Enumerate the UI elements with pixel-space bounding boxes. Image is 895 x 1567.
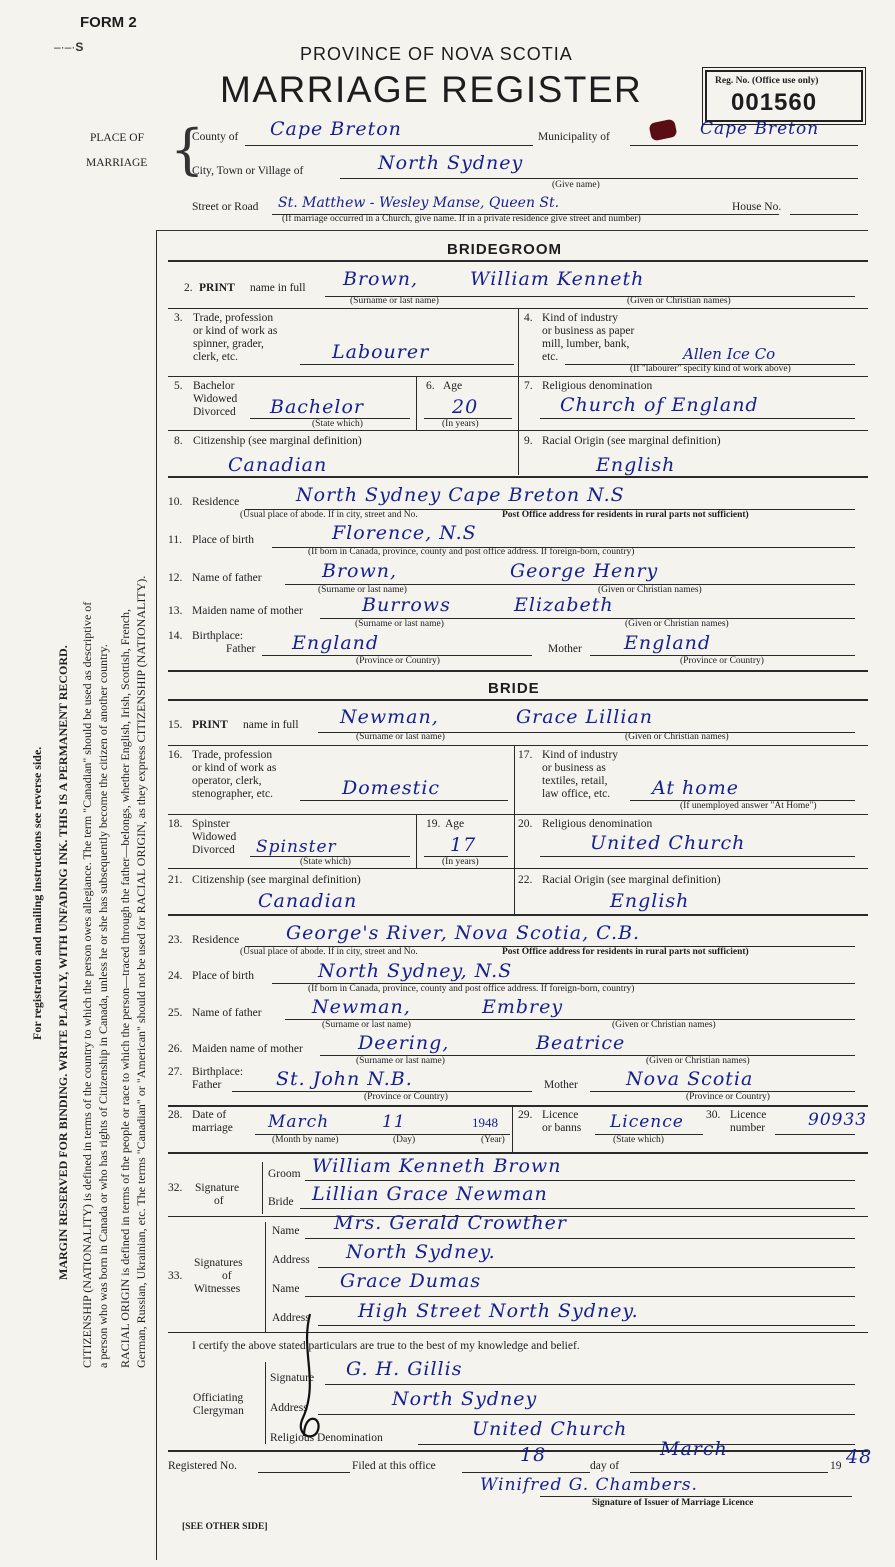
groom-birthplace-note: (If born in Canada, province, county and post office address. If foreign-born, country) <box>308 547 635 557</box>
groom-n4: 4. <box>524 312 533 324</box>
groom-n11: 11. <box>168 534 182 546</box>
licence-l2: or banns <box>542 1122 582 1134</box>
bride-birthplace-label: Place of birth <box>192 970 254 982</box>
groom-n14: 14. <box>168 630 183 642</box>
groom-sig-label: Groom <box>268 1168 301 1180</box>
bride-trade: Domestic <box>342 777 441 799</box>
w2-address-label: Address <box>272 1312 310 1324</box>
reg-no-box <box>705 70 863 122</box>
groom-trade-l3: spinner, grader, <box>193 338 264 350</box>
groom-residence-note-b: Post Office address for residents in rural parts not sufficient) <box>502 510 749 520</box>
licence-type: Licence <box>610 1112 684 1132</box>
bride-residence-note: (Usual place of abode. If in city, street and No. <box>240 947 418 957</box>
bride-n27: 27. <box>168 1066 183 1078</box>
bride-residence-note-b: Post Office address for residents in rural parts not sufficient) <box>502 947 749 957</box>
groom-mother-birthplace: England <box>624 632 712 654</box>
groom-n7: 7. <box>524 380 533 392</box>
groom-signature: William Kenneth Brown <box>312 1155 562 1177</box>
groom-print-label: PRINT <box>199 282 235 294</box>
bride-sig-label: Bride <box>268 1196 294 1208</box>
groom-surname-note: (Surname or last name) <box>350 296 439 306</box>
groom-age: 20 <box>452 396 479 418</box>
place-of-label: PLACE OF <box>90 132 144 144</box>
sig-n32: 32. <box>168 1182 183 1194</box>
bride-religion: United Church <box>590 832 746 854</box>
marriage-n28: 28. <box>168 1109 183 1121</box>
bride-given-note: (Given or Christian names) <box>625 732 729 742</box>
groom-racial-label: Racial Origin (see marginal definition) <box>542 435 721 447</box>
groom-residence: North Sydney Cape Breton N.S <box>296 484 625 506</box>
bride-n15: 15. <box>168 719 183 731</box>
groom-bp-mother-label: Mother <box>548 643 582 655</box>
clergy-denomination-label: Religious Denomination <box>270 1432 383 1444</box>
filed-month: March <box>660 1438 728 1460</box>
bride-residence-label: Residence <box>192 934 240 946</box>
groom-father-given: George Henry <box>510 560 659 582</box>
groom-n8: 8. <box>174 435 183 447</box>
licence-number-l2: number <box>730 1122 766 1134</box>
municipality-label: Municipality of <box>538 131 610 143</box>
groom-st-l1: Bachelor <box>193 380 235 392</box>
street-note: (If marriage occurred in a Church, give name. If in a private residence give street and number) <box>282 214 641 224</box>
groom-industry-note: (If "labourer" specify kind of work above) <box>630 364 791 374</box>
bride-n20: 20. <box>518 818 533 830</box>
bride-ind-l3: textiles, retail, <box>542 775 608 787</box>
bride-father-given: Embrey <box>482 996 564 1018</box>
house-no-label: House No. <box>732 201 782 213</box>
bride-heading: BRIDE <box>488 680 540 697</box>
bride-surname-note: (Surname or last name) <box>356 732 445 742</box>
certification-text: I certify the above stated particulars are true to the best of my knowledge and belief. <box>192 1340 580 1352</box>
margin-instructions: For registration and mailing instructions see reverse side. <box>30 746 44 1040</box>
bride-trade-l2: or kind of work as <box>192 762 277 774</box>
day-of-label: day of <box>590 1460 620 1472</box>
see-other-side: [SEE OTHER SIDE] <box>182 1522 268 1532</box>
bride-ind-l4: law office, etc. <box>542 788 611 800</box>
county-label: County of <box>192 131 239 143</box>
groom-father-label: Name of father <box>192 572 262 584</box>
marriage-date-l2: marriage <box>192 1122 233 1134</box>
groom-bp-father-note: (Province or Country) <box>356 656 440 666</box>
bride-birthplace: North Sydney, N.S <box>318 960 513 982</box>
groom-n2: 2. <box>184 282 193 294</box>
bride-surname: Newman, <box>340 706 439 728</box>
bride-bp-father-label: Father <box>192 1079 222 1091</box>
bride-mother-given: Beatrice <box>536 1032 626 1054</box>
bride-signature: Lillian Grace Newman <box>312 1183 548 1205</box>
groom-birthplace-parents-label: Birthplace: <box>192 630 244 642</box>
bride-industry: At home <box>652 777 739 799</box>
bride-n22: 22. <box>518 874 533 886</box>
brace-icon: { <box>170 118 205 181</box>
witness1-address: North Sydney. <box>346 1241 496 1263</box>
groom-bp-father-label: Father <box>226 643 256 655</box>
groom-religion-label: Religious denomination <box>542 380 653 392</box>
bride-father-birthplace: St. John N.B. <box>276 1068 413 1090</box>
citizenship-definition-2: a person who was born in Canada or who has rights of Citizenship in Canada, unless he or she has subsequently become the citizen of another country. <box>96 644 110 1368</box>
bride-mother-surname-note: (Surname or last name) <box>356 1056 445 1066</box>
bride-citizenship-label: Citizenship (see marginal definition) <box>192 874 361 886</box>
year-prefix: 19 <box>830 1460 842 1472</box>
citizenship-definition-1: CITIZENSHIP (NATIONALITY) is defined in terms of the country to which the person owes allegiance. The term "Canadian" should be used as descriptive of <box>80 601 94 1368</box>
bride-racial-origin: English <box>610 890 690 912</box>
marriage-day-note: (Day) <box>393 1135 416 1145</box>
marriage-day: 11 <box>382 1112 406 1132</box>
groom-given-names: William Kenneth <box>470 268 645 290</box>
form-number: FORM 2 <box>80 14 137 31</box>
clergy-address: North Sydney <box>392 1388 538 1410</box>
groom-religion: Church of England <box>560 394 759 416</box>
groom-birthplace: Florence, N.S <box>332 522 477 544</box>
bride-n17: 17. <box>518 749 533 761</box>
registered-no-label: Registered No. <box>168 1460 237 1472</box>
groom-trade-l4: clerk, etc. <box>193 351 239 363</box>
groom-residence-note: (Usual place of abode. If in city, street and No. <box>240 510 418 520</box>
bride-mother-label: Maiden name of mother <box>192 1043 303 1055</box>
licence-type-note: (State which) <box>613 1135 664 1145</box>
wit-label-l2: of <box>222 1270 232 1282</box>
bride-print-label: PRINT <box>192 719 228 731</box>
groom-industry: Allen Ice Co <box>683 345 776 363</box>
groom-mother-given: Elizabeth <box>514 594 614 616</box>
bride-father-label: Name of father <box>192 1007 262 1019</box>
redaction-mark <box>648 118 677 141</box>
bride-name-label: name in full <box>243 719 299 731</box>
racial-definition-1: RACIAL ORIGIN is defined in terms of the people or race to which the person—traced through the father—belongs, whether English, Irish, Scottish, French, <box>118 608 132 1368</box>
groom-st-l2: Widowed <box>193 393 238 405</box>
groom-citizenship-label: Citizenship (see marginal definition) <box>193 435 362 447</box>
racial-definition-2: German, Russian, Ukrainian, etc. The terms "Canadian" or "American" should not be used for RACIAL ORIGIN, as they express CITIZENSHIP (NATIONALITY). <box>134 575 148 1368</box>
groom-ind-l3: mill, lumber, bank, <box>542 338 630 350</box>
bride-trade-l3: operator, clerk, <box>192 775 262 787</box>
bride-father-given-note: (Given or Christian names) <box>612 1020 716 1030</box>
groom-ind-l4: etc. <box>542 351 559 363</box>
clergy-sig-label: Signature <box>270 1372 315 1384</box>
marriage-month-note: (Month by name) <box>272 1135 339 1145</box>
bride-marital-status: Spinster <box>256 837 337 857</box>
groom-birthplace-label: Place of birth <box>192 534 254 546</box>
marriage-month: March <box>268 1112 330 1132</box>
groom-n6: 6. <box>426 380 435 392</box>
bride-racial-label: Racial Origin (see marginal definition) <box>542 874 721 886</box>
bride-religion-label: Religious denomination <box>542 818 653 830</box>
groom-mother-surname: Burrows <box>362 594 451 616</box>
give-name-note: (Give name) <box>552 180 600 190</box>
county-value: Cape Breton <box>270 118 402 140</box>
wit-label-l1: Signatures <box>194 1257 243 1269</box>
groom-surname: Brown, <box>343 268 419 290</box>
groom-status-note: (State which) <box>312 419 363 429</box>
groom-marital-status: Bachelor <box>270 396 365 418</box>
groom-n5: 5. <box>174 380 183 392</box>
groom-mother-surname-note: (Surname or last name) <box>355 619 444 629</box>
filed-year: 48 <box>846 1446 873 1468</box>
bride-ind-l1: Kind of industry <box>542 749 619 761</box>
issuer-signature: Winifred G. Chambers. <box>480 1475 698 1495</box>
groom-age-label: Age <box>443 380 463 392</box>
city-value: North Sydney <box>378 152 524 174</box>
groom-n13: 13. <box>168 605 183 617</box>
groom-trade: Labourer <box>332 341 430 363</box>
city-label: City, Town or Village of <box>192 165 304 177</box>
bride-bp-mother-label: Mother <box>544 1079 578 1091</box>
groom-mother-label: Maiden name of mother <box>192 605 303 617</box>
form-number-mark: –·–·S <box>54 40 84 54</box>
street-value: St. Matthew - Wesley Manse, Queen St. <box>278 195 560 211</box>
bride-n24: 24. <box>168 970 183 982</box>
groom-ind-l2: or business as paper <box>542 325 635 337</box>
groom-ind-l1: Kind of industry <box>542 312 619 324</box>
municipality-value: Cape Breton <box>700 119 820 139</box>
bride-n16: 16. <box>168 749 183 761</box>
groom-mother-given-note: (Given or Christian names) <box>625 619 729 629</box>
wit-n33: 33. <box>168 1270 183 1282</box>
reg-no-label: Reg. No. (Office use only) <box>715 76 819 86</box>
bride-n25: 25. <box>168 1007 183 1019</box>
pen-stroke-mark <box>290 1312 330 1452</box>
bride-mother-surname: Deering, <box>358 1032 450 1054</box>
w1-address-label: Address <box>272 1254 310 1266</box>
officiating-l2: Clergyman <box>193 1405 244 1417</box>
bridegroom-heading: BRIDEGROOM <box>447 241 562 258</box>
filed-day: 18 <box>520 1444 547 1466</box>
bride-citizenship: Canadian <box>258 890 358 912</box>
bride-n19: 19. <box>426 818 441 830</box>
groom-name-label: name in full <box>250 282 306 294</box>
form-title: MARRIAGE REGISTER <box>220 69 643 110</box>
bride-n18: 18. <box>168 818 183 830</box>
w2-name-label: Name <box>272 1283 300 1295</box>
groom-given-note: (Given or Christian names) <box>627 296 731 306</box>
bride-mother-given-note: (Given or Christian names) <box>646 1056 750 1066</box>
clergy-address-label: Address <box>270 1402 308 1414</box>
licence-number-l1: Licence <box>730 1109 767 1121</box>
bride-n21: 21. <box>168 874 183 886</box>
w1-name-label: Name <box>272 1225 300 1237</box>
bride-st-l1: Spinster <box>192 818 230 830</box>
groom-n10: 10. <box>168 496 183 508</box>
bride-bp-father-note: (Province or Country) <box>364 1092 448 1102</box>
issuer-signature-label: Signature of Issuer of Marriage Licence <box>592 1498 754 1508</box>
witness2-address: High Street North Sydney. <box>358 1300 639 1322</box>
groom-residence-label: Residence <box>192 496 240 508</box>
bride-birthplace-note: (If born in Canada, province, county and post office address. If foreign-born, country) <box>308 984 635 994</box>
groom-racial-origin: English <box>596 454 676 476</box>
marriage-label: MARRIAGE <box>86 157 148 169</box>
province-heading: PROVINCE OF NOVA SCOTIA <box>300 44 573 64</box>
bride-status-note: (State which) <box>300 857 351 867</box>
groom-trade-l2: or kind of work as <box>193 325 278 337</box>
sig-label-l2: of <box>214 1195 224 1207</box>
groom-n3: 3. <box>174 312 183 324</box>
bride-st-l3: Divorced <box>192 844 235 856</box>
bride-father-surname-note: (Surname or last name) <box>322 1020 411 1030</box>
bride-age-label: Age <box>445 818 465 830</box>
bride-bp-mother-note: (Province or Country) <box>686 1092 770 1102</box>
groom-father-given-note: (Given or Christian names) <box>598 585 702 595</box>
bride-given-names: Grace Lillian <box>516 706 654 728</box>
bride-trade-l1: Trade, profession <box>192 749 273 761</box>
marriage-date-l1: Date of <box>192 1109 227 1121</box>
street-label: Street or Road <box>192 201 259 213</box>
bride-birthplace-parents-label: Birthplace: <box>192 1066 244 1078</box>
sig-label-l1: Signature <box>195 1182 240 1194</box>
groom-father-surname-note: (Surname or last name) <box>318 585 407 595</box>
bride-residence: George's River, Nova Scotia, C.B. <box>286 922 641 944</box>
licence-n29: 29. <box>518 1109 533 1121</box>
margin-reserved: MARGIN RESERVED FOR BINDING. WRITE PLAINLY, WITH UNFADING INK. THIS IS A PERMANENT RECORD. <box>56 645 70 1280</box>
bride-mother-birthplace: Nova Scotia <box>626 1068 754 1090</box>
bride-ind-l2: or business as <box>542 762 606 774</box>
groom-n12: 12. <box>168 572 183 584</box>
bride-n26: 26. <box>168 1043 183 1055</box>
licence-number: 90933 <box>808 1110 868 1130</box>
bride-age: 17 <box>450 834 477 856</box>
licence-l1: Licence <box>542 1109 579 1121</box>
marriage-year-note: (Year) <box>481 1135 505 1145</box>
licence-n30: 30. <box>706 1109 721 1121</box>
clergy-signature: G. H. Gillis <box>346 1358 463 1380</box>
bride-trade-l4: stenographer, etc. <box>192 788 273 800</box>
groom-trade-l1: Trade, profession <box>193 312 274 324</box>
wit-label-l3: Witnesses <box>194 1283 241 1295</box>
groom-father-surname: Brown, <box>322 560 398 582</box>
marriage-year: 1948 <box>472 1115 498 1130</box>
groom-citizenship: Canadian <box>228 454 328 476</box>
bride-st-l2: Widowed <box>192 831 237 843</box>
bride-age-note: (In years) <box>442 857 479 867</box>
groom-bp-mother-note: (Province or Country) <box>680 656 764 666</box>
bride-industry-note: (If unemployed answer "At Home") <box>680 801 817 811</box>
groom-n9: 9. <box>524 435 533 447</box>
groom-father-birthplace: England <box>292 632 380 654</box>
clergy-denomination: United Church <box>472 1418 628 1440</box>
filed-label: Filed at this office <box>352 1460 436 1472</box>
officiating-l1: Officiating <box>193 1392 244 1404</box>
witness1-name: Mrs. Gerald Crowther <box>334 1212 567 1234</box>
groom-age-note: (In years) <box>442 419 479 429</box>
reg-no: 001560 <box>731 89 818 116</box>
groom-st-l3: Divorced <box>193 406 236 418</box>
witness2-name: Grace Dumas <box>340 1270 482 1292</box>
bride-n23: 23. <box>168 934 183 946</box>
bride-father-surname: Newman, <box>312 996 411 1018</box>
